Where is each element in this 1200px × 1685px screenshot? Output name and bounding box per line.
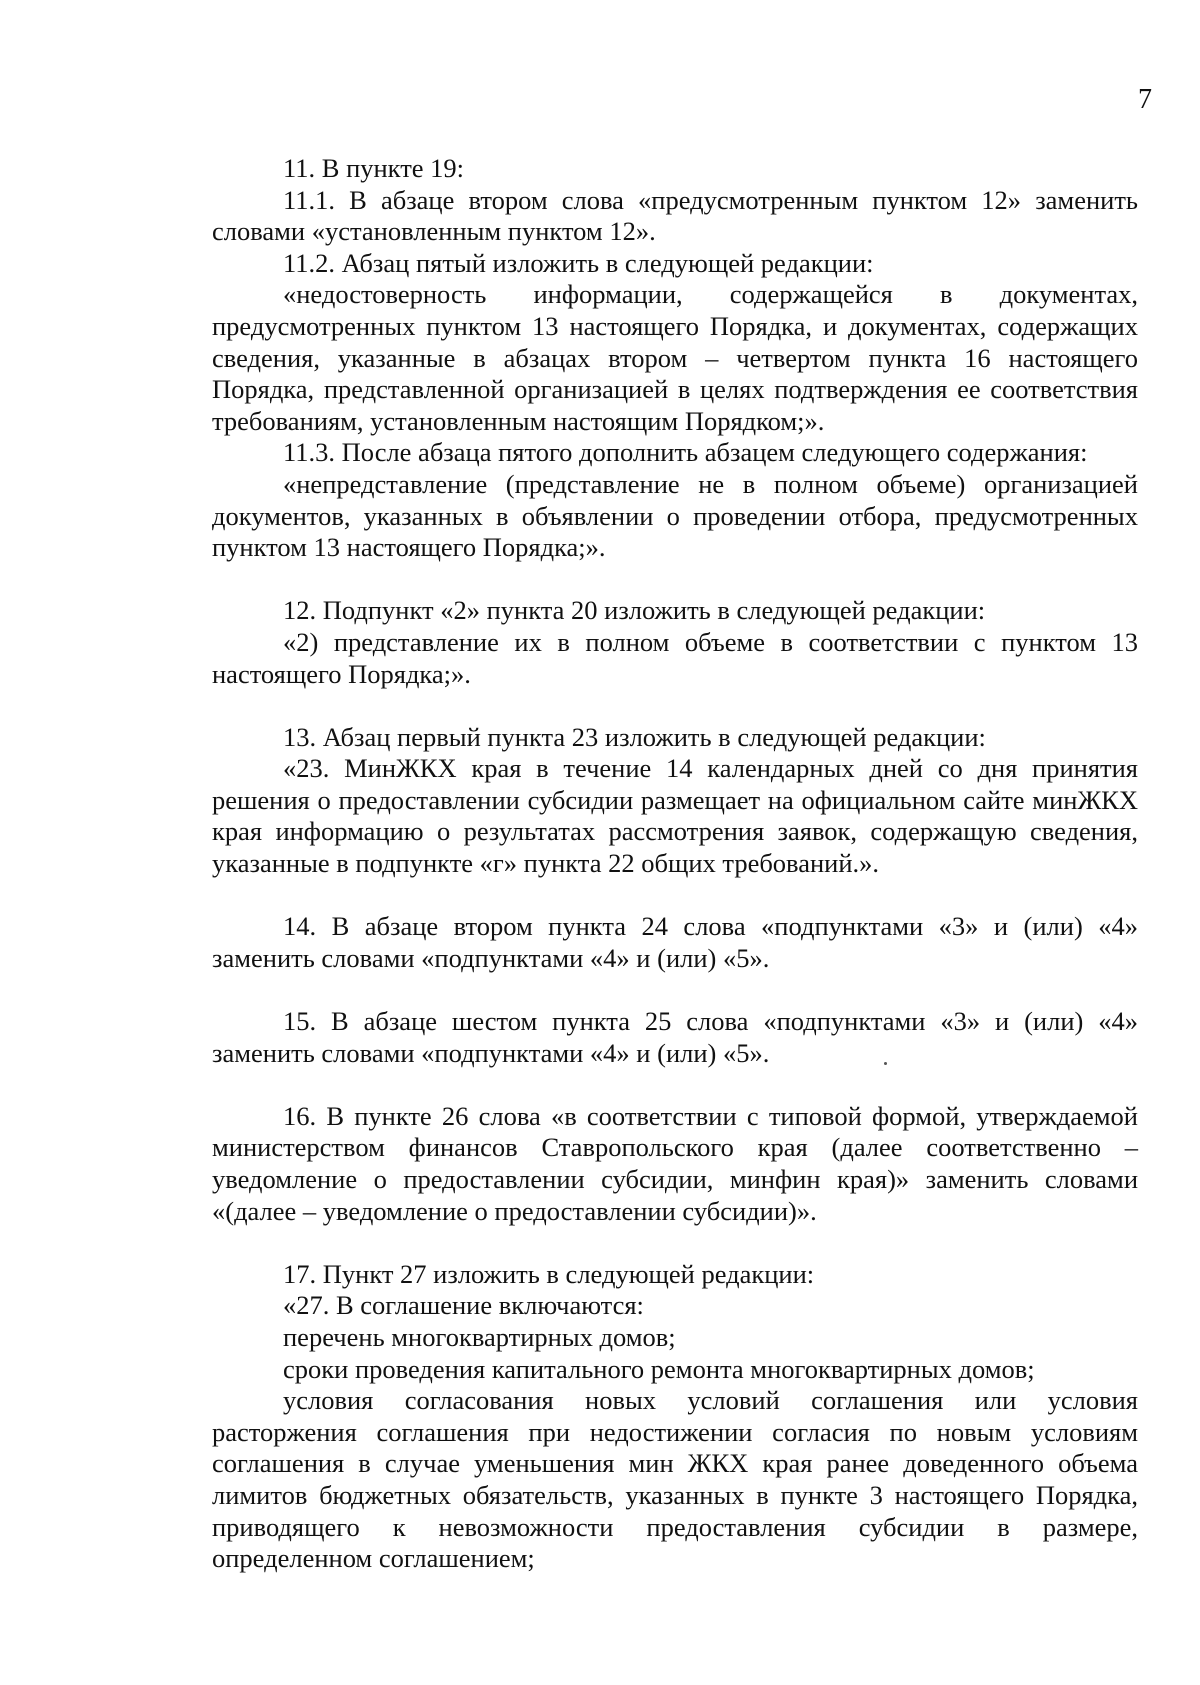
scan-speck — [884, 1062, 887, 1065]
page-number: 7 — [1138, 84, 1152, 115]
paragraph-14: 14. В абзаце втором пункта 24 слова «подпунктами «3» и (или) «4» заменить словами «подпунктами «4» и (или) «5». — [212, 911, 1138, 973]
paragraph-17: 17. Пункт 27 изложить в следующей редакции: — [283, 1258, 815, 1289]
paragraph-16: 16. В пункте 26 слова «в соответствии с типовой формой, утверждаемой министерством финансов Ставропольского края (далее соответственно – уведомление о предоставлении субсидии, минфин края)» заменить словами «(далее – уведомление о предоставлении субсидии)». — [212, 1100, 1138, 1226]
paragraph-17-list-item: условия согласования новых условий соглашения или условия расторжения соглашения при недостижении согласия по новым условиям соглашения в случае уменьшения мин ЖКХ края ранее доведенного объема лимитов бюджетных обязательств, указанных в пункте 3 настоящего Порядка, приводящего к невозможности предоставления субсидии в размере, определенном соглашением; — [212, 1385, 1138, 1574]
paragraph-12: 12. Подпункт «2» пункта 20 изложить в следующей редакции: — [283, 595, 986, 626]
paragraph-11-1: 11.1. В абзаце втором слова «предусмотренным пунктом 12» заменить словами «установленным пунктом 12». — [212, 184, 1138, 247]
paragraph-17-list-item: сроки проведения капитального ремонта многоквартирных домов; — [283, 1353, 1035, 1384]
paragraph-13: 13. Абзац первый пункта 23 изложить в следующей редакции: — [283, 721, 986, 752]
paragraph-11-heading: 11. В пункте 19: — [283, 153, 465, 183]
paragraph-11-2: 11.2. Абзац пятый изложить в следующей редакции: — [283, 247, 874, 278]
paragraph-13-quote: «23. МинЖКХ края в течение 14 календарных дней со дня принятия решения о предоставлении субсидии размещает на официальном сайте минЖКХ края информацию о результатах рассмотрения заявок, содержащую сведения, указанные в подпункте «г» пункта 22 общих требований.». — [212, 753, 1138, 879]
paragraph-11-3-quote: «непредставление (представление не в полном объеме) организацией документов, указанных в объявлении о проведении отбора, предусмотренных пунктом 13 настоящего Порядка;». — [212, 468, 1138, 563]
document-body — [212, 153, 1138, 1575]
paragraph-11-2-quote: «недостоверность информации, содержащейся в документах, предусмотренных пунктом 13 настоящего Порядка, и документах, содержащих сведения, указанные в абзацах втором – четвертом пункта 16 настоящего Порядка, представленной организацией в целях подтверждения ее соответствия требованиям, установленным настоящим Порядком;». — [212, 279, 1138, 436]
paragraph-12-quote: «2) представление их в полном объеме в соответствии с пунктом 13 настоящего Порядка;». — [212, 626, 1138, 689]
paragraph-11-3: 11.3. После абзаца пятого дополнить абзацем следующего содержания: — [283, 437, 1088, 468]
paragraph-17-quote-start: «27. В соглашение включаются: — [283, 1290, 644, 1321]
paragraph-17-list-item: перечень многоквартирных домов; — [283, 1321, 676, 1352]
paragraph-15: 15. В абзаце шестом пункта 25 слова «подпунктами «3» и (или) «4» заменить словами «подпунктами «4» и (или) «5». — [212, 1006, 1138, 1068]
